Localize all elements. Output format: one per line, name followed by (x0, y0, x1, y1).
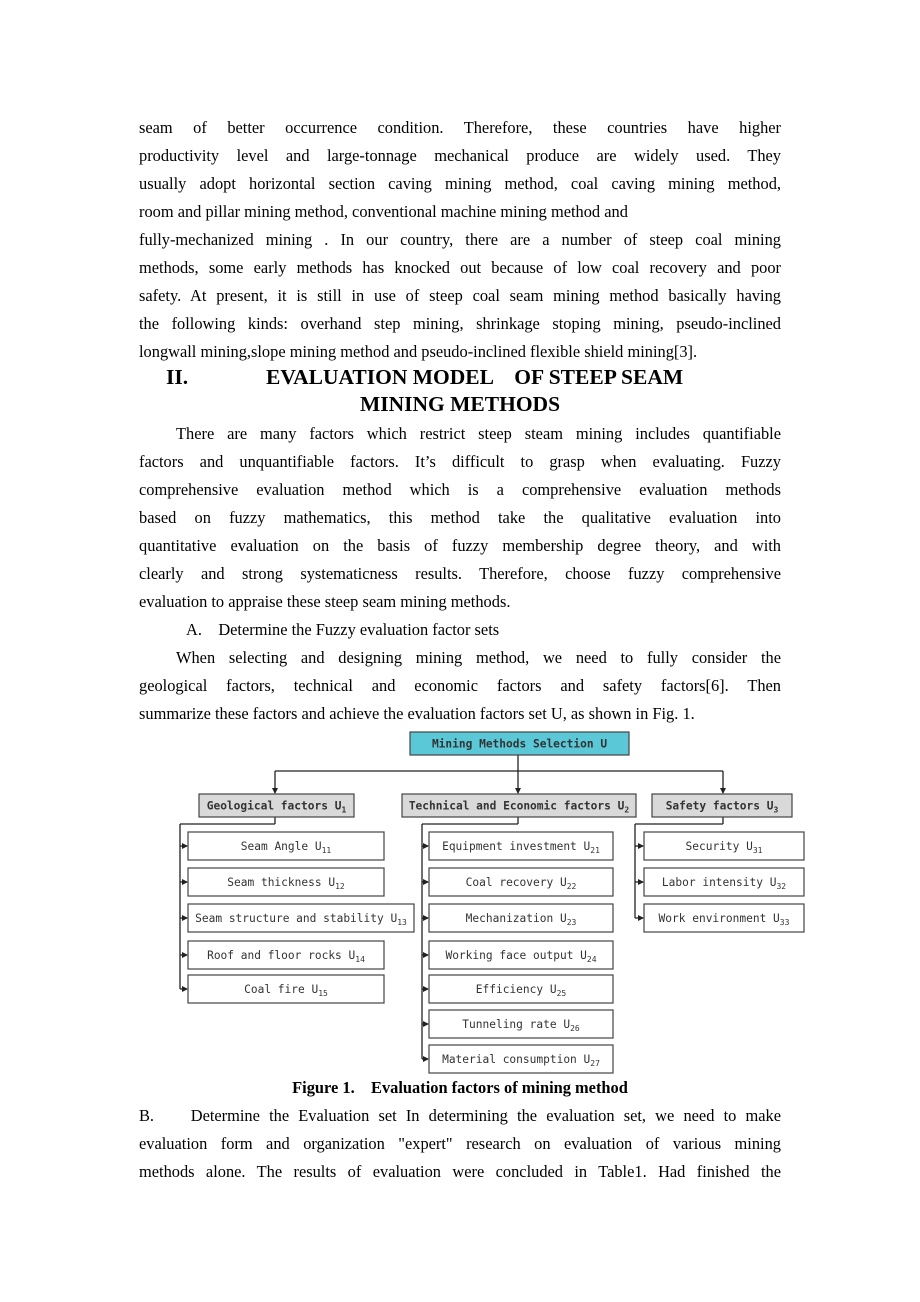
factor-node-24 (429, 941, 613, 969)
text-line: usually adopt horizontal section caving mining method, coal caving mining method, (139, 174, 781, 193)
text-line: evaluation form and organization "expert" research on evaluation of various mining (139, 1134, 781, 1153)
svg-text:Equipment investment U21: Equipment investment $U_{21}$ (442, 840, 600, 855)
svg-text:Technical and Economic factors: Technical and Economic factors $U_2$ (408, 799, 630, 815)
factor-node-33 (644, 904, 804, 932)
figure-caption: Figure 1. Evaluation factors of mining method (292, 1078, 628, 1097)
svg-text:Roof and floor rocks U14: Roof and floor rocks $U_{14}$ (207, 949, 365, 964)
svg-text:Seam structure and stability U: Seam structure and stability $U_{13}$ (195, 912, 407, 927)
factor-node-15 (188, 975, 384, 1003)
text-line: geological factors, technical and economic factors and safety factors[6]. Then (139, 676, 781, 695)
svg-text:Seam thickness U12: Seam thickness $U_{12}$ (227, 876, 345, 891)
svg-text:Efficiency U25: Efficiency $U_{25}$ (475, 983, 567, 998)
text-line: longwall mining,slope mining method and pseudo-inclined flexible shield mining[3]. (139, 342, 698, 361)
svg-text:Coal recovery U22: Coal recovery $U_{22}$ (465, 876, 577, 891)
svg-text:Geological factors U1: Geological factors $U_1$ (206, 799, 347, 815)
group-node-1 (199, 794, 354, 817)
factor-node-11 (188, 832, 384, 860)
text-line: methods, some early methods has knocked out because of low coal recovery and poor (139, 258, 781, 277)
text-line: methods alone. The results of evaluation were concluded in Table1. Had finished the (139, 1162, 781, 1181)
factor-node-21 (429, 832, 613, 860)
section-number: II. (166, 365, 189, 389)
text-line: There are many factors which restrict steep steam mining includes quantifiable (176, 424, 781, 443)
factor-node-26 (429, 1010, 613, 1038)
text-line: comprehensive evaluation method which is a comprehensive evaluation methods (139, 480, 781, 499)
text-line: factors and unquantifiable factors. It’s difficult to grasp when evaluating. Fuzzy (139, 452, 781, 471)
group-node-2 (402, 794, 636, 817)
factor-node-27 (429, 1045, 613, 1073)
factor-node-25 (429, 975, 613, 1003)
svg-text:Coal fire U15: Coal fire $U_{15}$ (244, 983, 328, 998)
svg-text:Mining Methods Selection U: Mining Methods Selection U (431, 737, 608, 751)
factor-node-32 (644, 868, 804, 896)
root-node-mining-methods-selection (410, 732, 629, 755)
section-title-line1: EVALUATION MODEL OF STEEP SEAM (266, 365, 684, 389)
text-line: productivity level and large-tonnage mechanical produce are widely used. They (139, 146, 781, 165)
factor-node-14 (188, 941, 384, 969)
text-line: fully-mechanized mining . In our country, there are a number of steep coal mining (139, 230, 781, 249)
factor-node-23 (429, 904, 613, 932)
text-line: seam of better occurrence condition. Therefore, these countries have higher (139, 118, 781, 137)
text-line: room and pillar mining method, conventional machine mining method and (139, 202, 628, 221)
text-line: evaluation to appraise these steep seam mining methods. (139, 592, 511, 611)
svg-text:Labor intensity U32: Labor intensity $U_{32}$ (661, 876, 787, 891)
svg-text:Safety factors U3: Safety factors $U_3$ (665, 799, 779, 815)
svg-text:Security U31: Security $U_{31}$ (685, 840, 763, 855)
group-node-3 (652, 794, 792, 817)
text-line: based on fuzzy mathematics, this method take the qualitative evaluation into (139, 508, 781, 527)
svg-text:Working face output U24: Working face output $U_{24}$ (445, 949, 597, 964)
factor-node-31 (644, 832, 804, 860)
svg-text:Mechanization U23: Mechanization $U_{23}$ (465, 912, 577, 927)
section-title-line2: MINING METHODS (359, 392, 561, 416)
svg-text:Material consumption U27: Material consumption $U_{27}$ (442, 1053, 600, 1068)
text-line: When selecting and designing mining method, we need to fully consider the (176, 648, 781, 667)
text-line: quantitative evaluation on the basis of fuzzy membership degree theory, and with (139, 536, 781, 555)
text-line: summarize these factors and achieve the evaluation factors set U, as shown in Fig. 1. (139, 704, 695, 723)
factor-node-12 (188, 868, 384, 896)
svg-text:Seam Angle U11: Seam Angle $U_{11}$ (240, 840, 332, 855)
factor-node-13 (188, 904, 414, 932)
svg-text:Tunneling rate U26: Tunneling rate $U_{26}$ (462, 1018, 580, 1033)
text-line: clearly and strong systematicness results. Therefore, choose fuzzy comprehensive (139, 564, 781, 583)
subsection-a-heading: A. Determine the Fuzzy evaluation factor sets (186, 620, 500, 639)
text-line: safety. At present, it is still in use of steep coal seam mining method basically having (139, 286, 781, 305)
text-line: the following kinds: overhand step mining, shrinkage stoping mining, pseudo-inclined (139, 314, 781, 333)
text-line: B. Determine the Evaluation set In determining the evaluation set, we need to make (139, 1106, 781, 1125)
svg-text:Work environment U33: Work environment $U_{33}$ (658, 912, 790, 927)
factor-node-22 (429, 868, 613, 896)
